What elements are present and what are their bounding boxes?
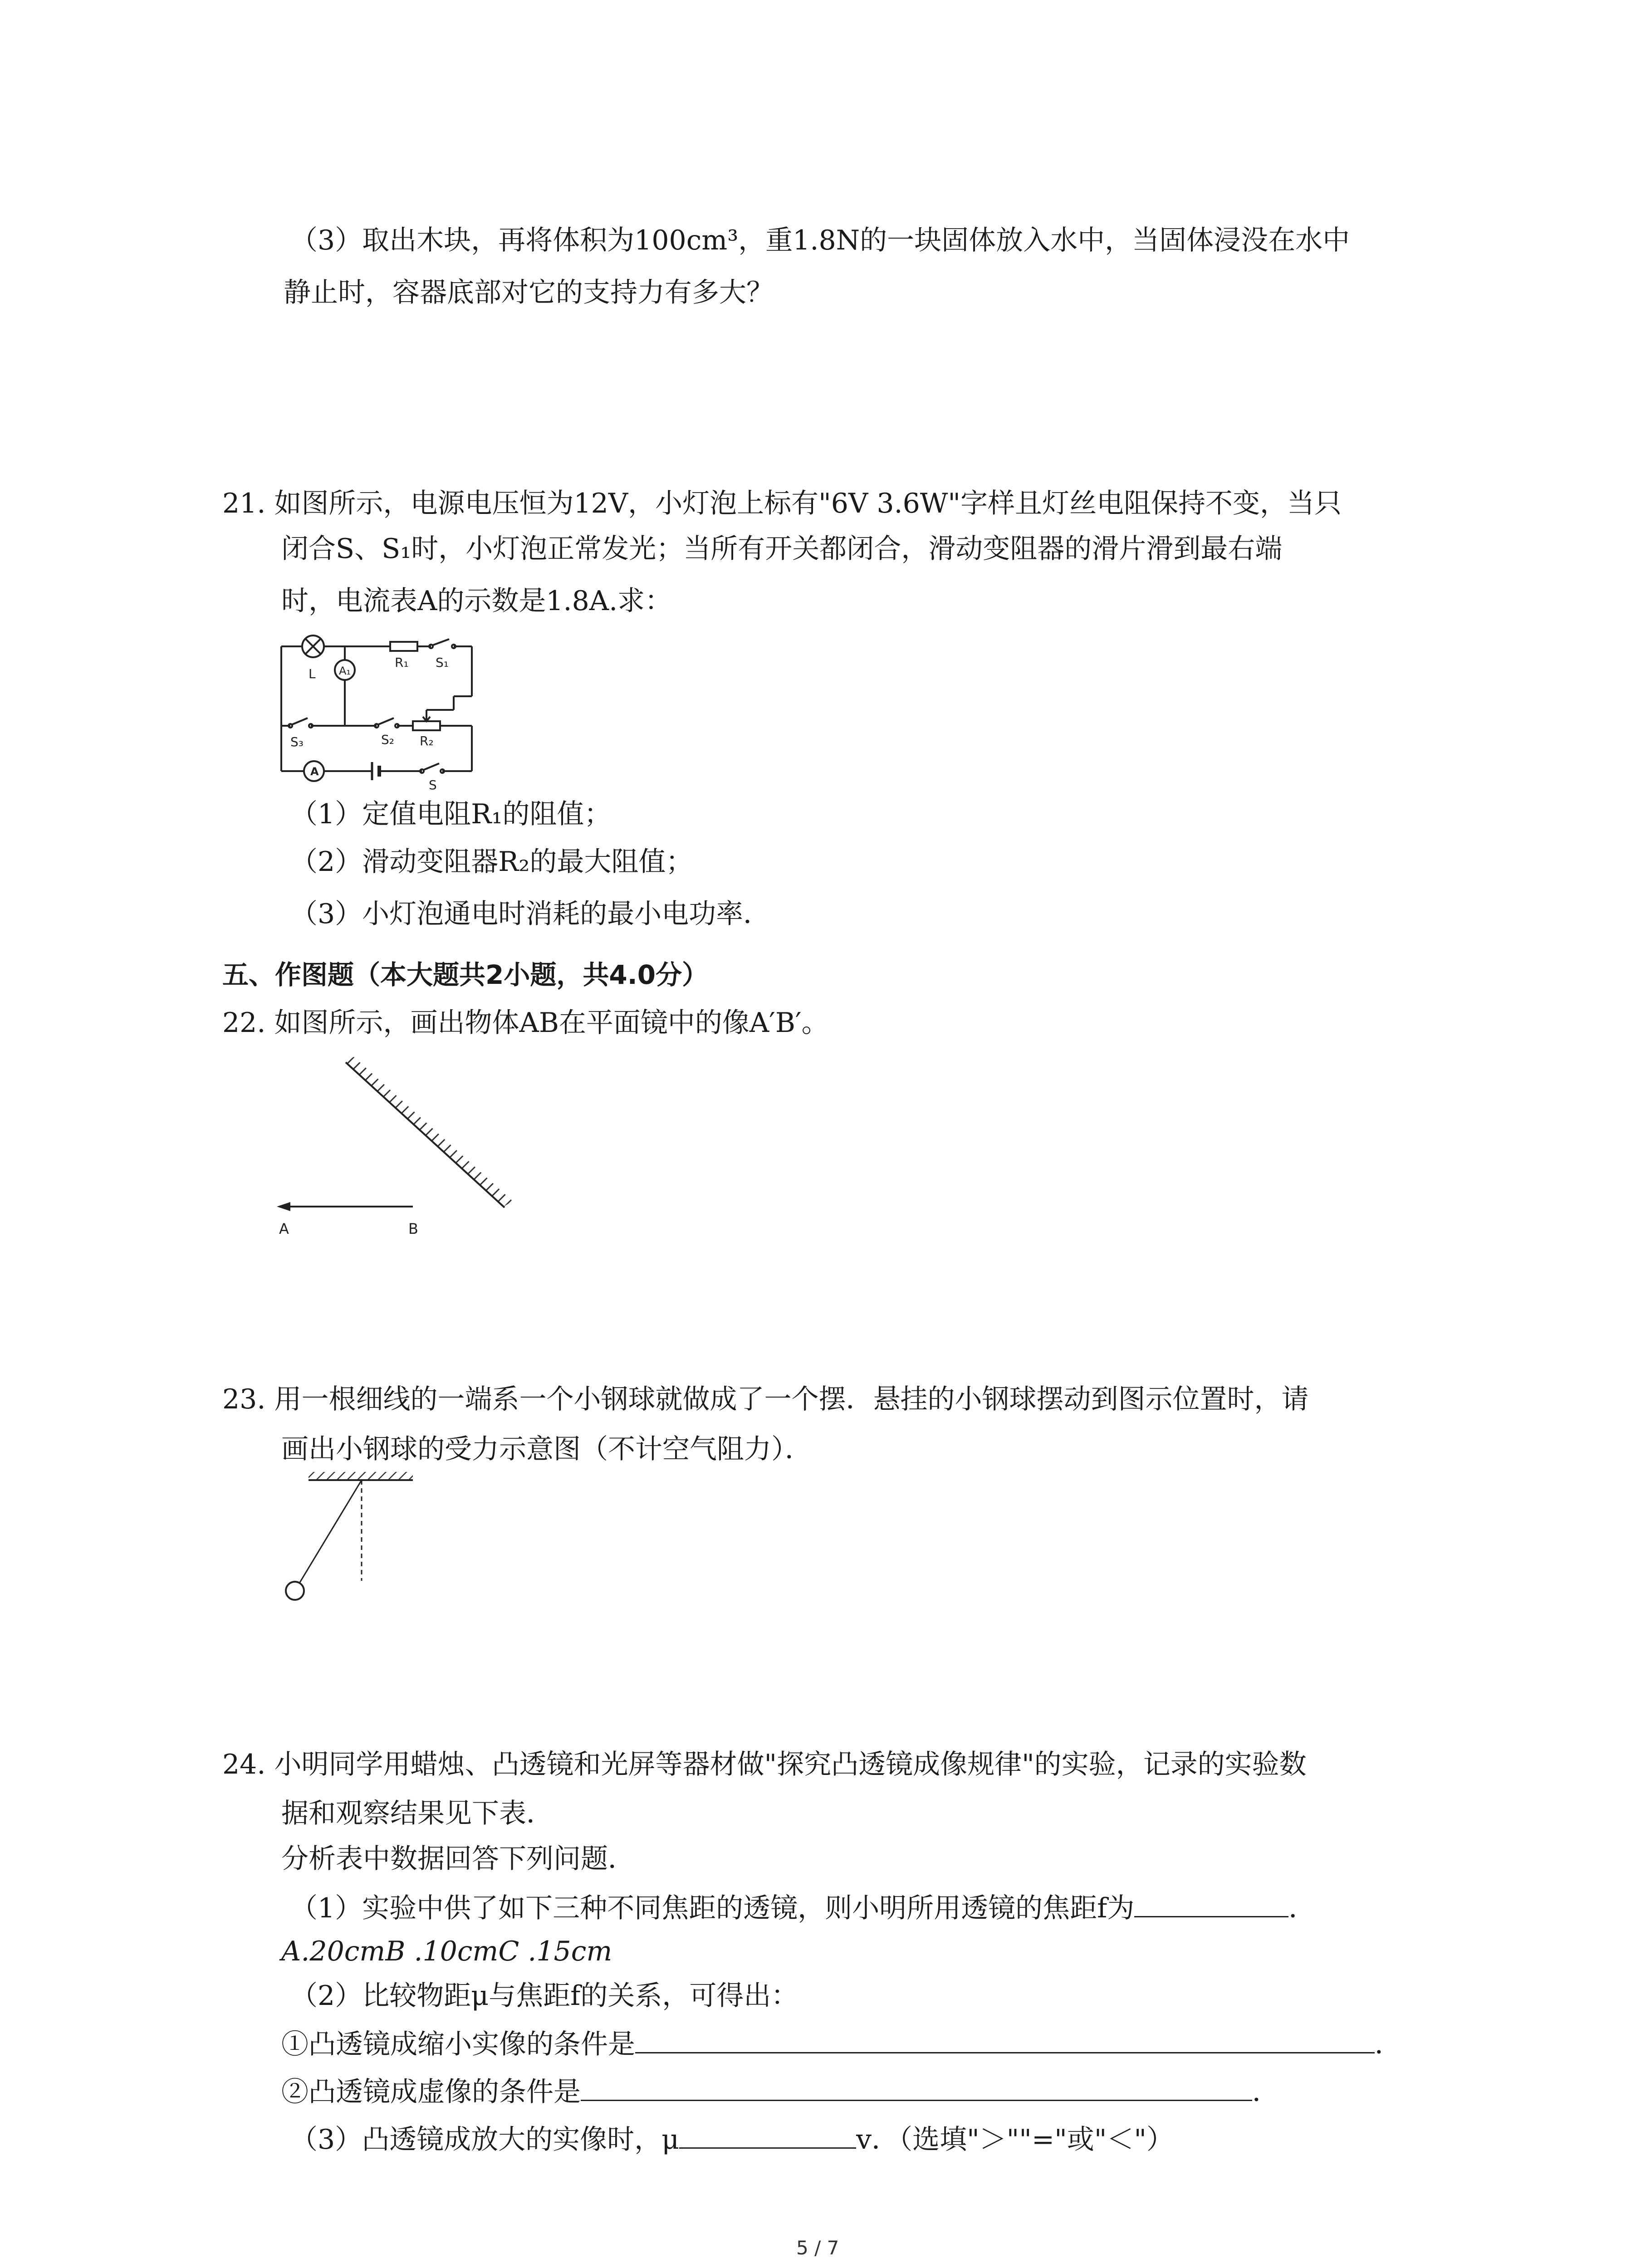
steel-ball <box>286 1582 304 1600</box>
q24-item2-end: ． <box>1252 2076 1279 2108</box>
page-number: 5 / 7 <box>796 2237 839 2259</box>
q20-part3-line1: （3）取出木块，再将体积为100cm³，重1.8N的一块固体放入水中，当固体浸没在水中 <box>290 225 1350 256</box>
q22-line1: 22. 如图所示，画出物体AB在平面镜中的像A′B′。 <box>222 1007 829 1039</box>
label-s2: S₂ <box>381 732 394 747</box>
q24-item2: ②凸透镜成虚像的条件是 <box>281 2076 581 2108</box>
q24-sub2: （2）比较物距μ与焦距f的关系，可得出： <box>290 1980 798 2012</box>
q24-item1-end: ． <box>1375 2028 1402 2060</box>
answer-blank-focal[interactable] <box>1134 1892 1288 1917</box>
q24-item1: ①凸透镜成缩小实像的条件是 <box>281 2028 635 2060</box>
q24-sub1-end: ． <box>1288 1892 1316 1924</box>
q24-sub1: （1）实验中供了如下三种不同焦距的透镜，则小明所用透镜的焦距f为 <box>290 1892 1135 1924</box>
answer-blank-compare[interactable] <box>679 2123 856 2149</box>
q24-options: A.20cmB .10cmC .15cm <box>281 1936 612 1967</box>
arrow-head-a <box>277 1202 290 1211</box>
q23-line2: 画出小钢球的受力示意图（不计空气阻力）． <box>281 1433 812 1465</box>
label-r2: R₂ <box>420 733 434 748</box>
q20-part3-line2: 静止时，容器底部对它的支持力有多大？ <box>284 277 774 308</box>
ceiling <box>309 1472 413 1479</box>
r1-symbol <box>390 642 417 651</box>
label-b-point: B <box>408 1220 418 1237</box>
answer-blank-virtual-image[interactable] <box>581 2075 1252 2101</box>
label-s3: S₃ <box>290 734 304 749</box>
q24-item2-line <box>281 2075 1279 2106</box>
pendulum-diagram <box>272 1472 426 1608</box>
q24-item1-line <box>281 2028 1402 2058</box>
pendulum-string <box>299 1480 362 1583</box>
label-l: L <box>309 666 316 681</box>
q21-sub3: （3）小灯泡通电时消耗的最小电功率． <box>290 898 771 930</box>
label-r1: R₁ <box>395 655 409 670</box>
answer-blank-real-image[interactable] <box>635 2028 1375 2053</box>
label-s1: S₁ <box>436 655 449 670</box>
label-a: A <box>310 765 319 778</box>
circuit-diagram <box>272 628 490 792</box>
mirror-diagram <box>272 1057 526 1247</box>
q24-line2: 据和观察结果见下表． <box>281 1798 554 1829</box>
q24-sub3-start: （3）凸透镜成放大的实像时，μ <box>290 2124 680 2156</box>
q21-sub2: （2）滑动变阻器R₂的最大阻值； <box>290 846 693 878</box>
plane-mirror <box>345 1057 513 1207</box>
q24-sub3-end: v．（选填"＞""="或"＜"） <box>856 2124 1174 2156</box>
q21-sub1: （1）定值电阻R₁的阻值； <box>290 798 612 830</box>
q24-line1: 24. 小明同学用蜡烛、凸透镜和光屏等器材做"探究凸透镜成像规律"的实验，记录的实验数 <box>222 1749 1307 1780</box>
q21-line3: 时，电流表A的示数是1.8A.求： <box>281 585 672 617</box>
q21-line2: 闭合S、S₁时，小灯泡正常发光；当所有开关都闭合，滑动变阻器的滑片滑到最右端 <box>281 533 1283 565</box>
label-a-point: A <box>279 1220 289 1237</box>
section5-title: 五、作图题（本大题共2小题，共4.0分） <box>222 959 709 990</box>
label-s: S <box>429 777 437 792</box>
q24-sub3-line <box>290 2123 1174 2156</box>
q21-line1: 21. 如图所示，电源电压恒为12V，小灯泡上标有"6V 3.6W"字样且灯丝电阻保持不变，当只 <box>222 488 1342 519</box>
q23-line1: 23. 用一根细线的一端系一个小钢球就做成了一个摆．悬挂的小钢球摆动到图示位置时，请 <box>222 1383 1309 1415</box>
q24-sub1-line <box>290 1892 1316 1922</box>
q24-line3: 分析表中数据回答下列问题． <box>281 1843 635 1875</box>
label-a1: A₁ <box>339 665 351 677</box>
